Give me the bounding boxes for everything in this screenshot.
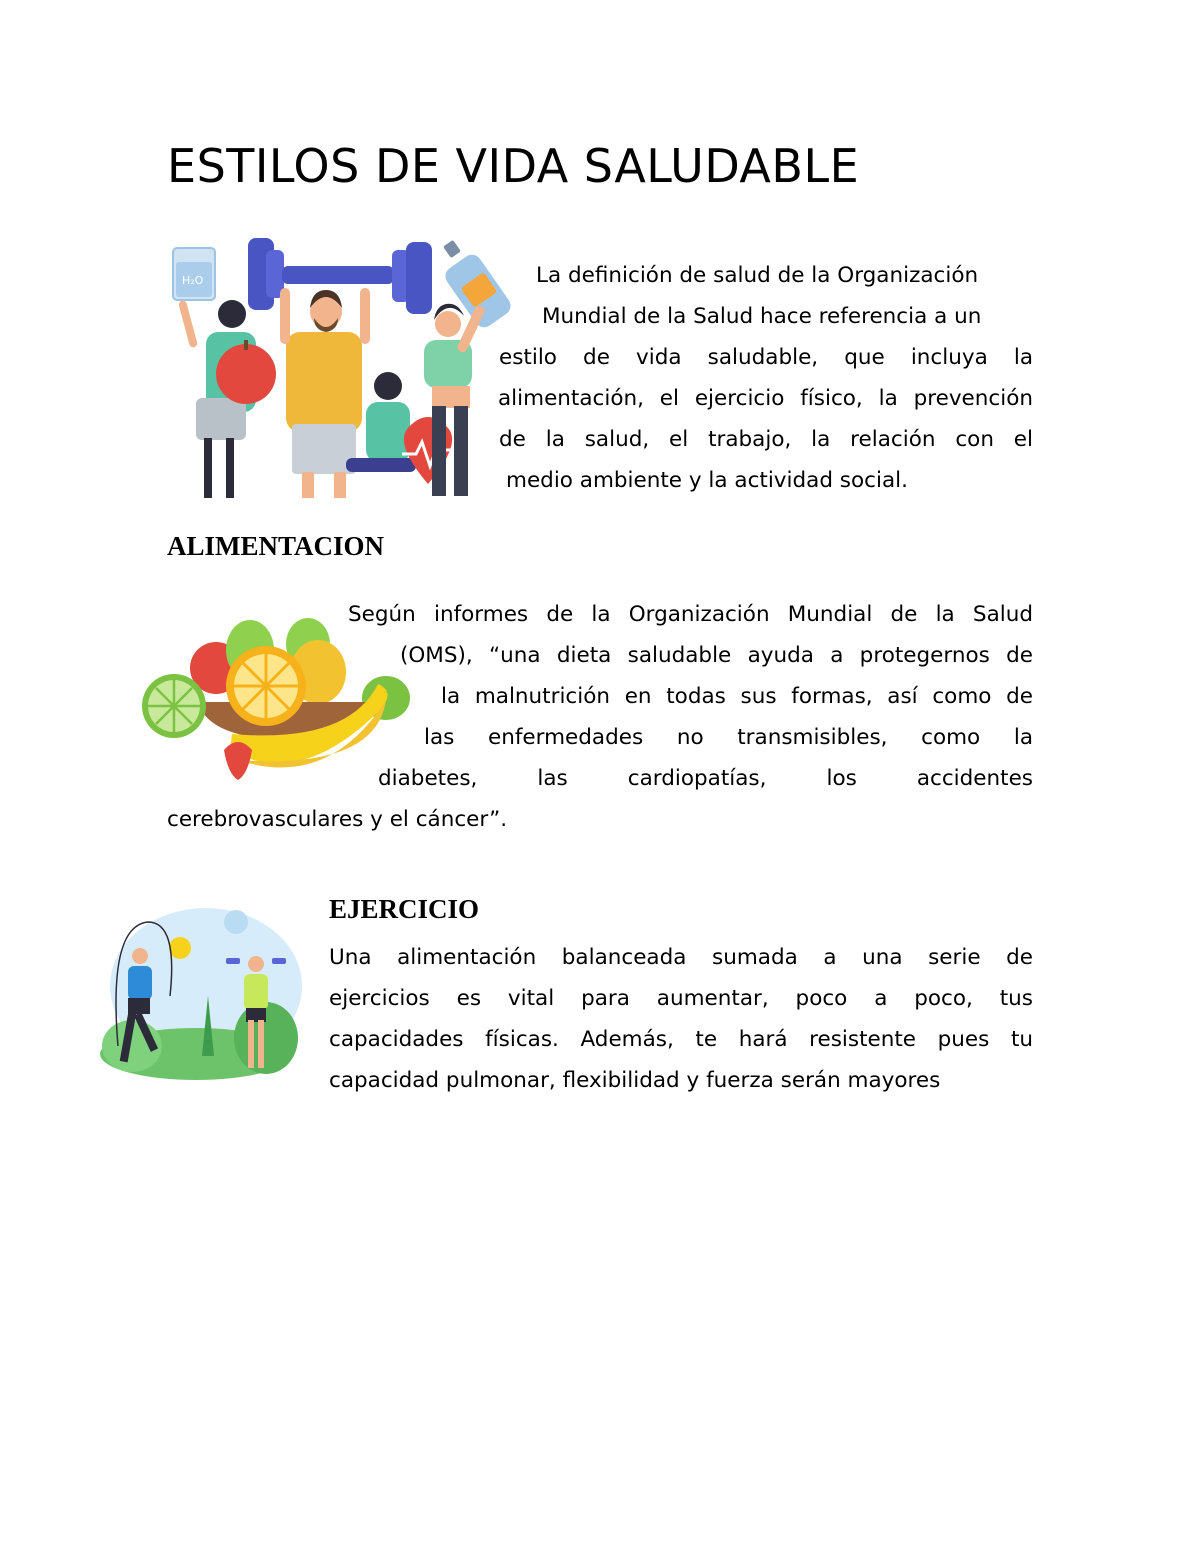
ejercicio-line: capacidades físicas. Además, te hará resistente pues tu	[329, 1027, 1033, 1052]
alimentacion-line: diabetes, las cardiopatías, los accidentes	[378, 766, 1033, 791]
alimentacion-line: Según informes de la Organización Mundial de la Salud	[348, 602, 1033, 627]
water-glass-icon	[173, 248, 215, 300]
ejercicio-line: capacidad pulmonar, flexibilidad y fuerza serán mayores	[329, 1068, 941, 1093]
water-glass-label: H₂O	[182, 274, 204, 287]
healthy-lifestyle-illustration	[170, 228, 525, 503]
ejercicio-line: Una alimentación balanceada sumada a una serie de	[329, 945, 1033, 970]
page-title: ESTILOS DE VIDA SALUDABLE	[167, 139, 860, 193]
ejercicio-paragraph	[329, 937, 1033, 1101]
intro-line: La definición de salud de la Organización	[536, 263, 979, 288]
alimentacion-line: la malnutrición en todas sus formas, así como de	[441, 684, 1033, 709]
alimentacion-line: las enfermedades no transmisibles, como la	[424, 725, 1033, 750]
intro-line: medio ambiente y la actividad social.	[506, 468, 908, 493]
fruits-illustration	[138, 610, 418, 782]
intro-line: estilo de vida saludable, que incluya la	[499, 345, 1033, 370]
intro-line: Mundial de la Salud hace referencia a un	[542, 304, 982, 329]
alimentacion-line: (OMS), “una dieta saludable ayuda a protegernos de	[400, 643, 1033, 668]
orange-slice-icon	[226, 646, 306, 726]
lemon-slice-icon	[142, 674, 206, 738]
intro-line: alimentación, el ejercicio físico, la prevención	[498, 386, 1033, 411]
alimentacion-line: cerebrovasculares y el cáncer”.	[167, 807, 508, 832]
woman-with-bottle-figure	[424, 304, 486, 496]
exercise-illustration	[96, 906, 306, 1084]
strawberry-icon	[224, 742, 252, 780]
alimentacion-heading: ALIMENTACION	[167, 531, 385, 561]
intro-line: de la salud, el trabajo, la relación con el	[499, 427, 1033, 452]
sun-icon	[169, 937, 191, 959]
ejercicio-line: ejercicios es vital para aumentar, poco a poco, tus	[329, 986, 1033, 1011]
ejercicio-heading: EJERCICIO	[329, 894, 480, 924]
woman-with-apple-figure	[178, 300, 276, 498]
